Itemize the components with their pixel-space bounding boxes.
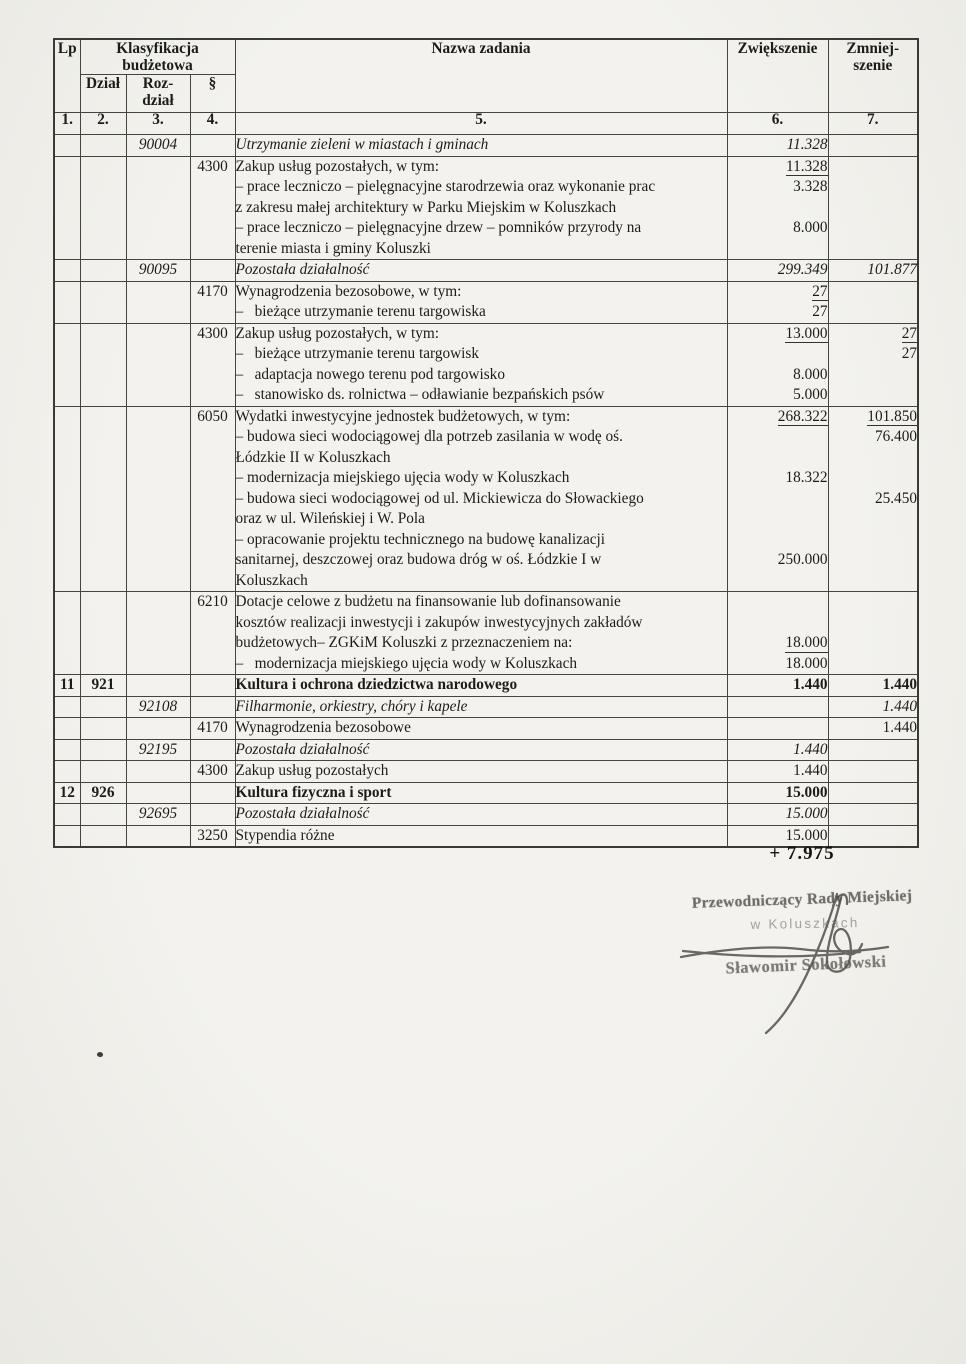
stamp-signer-name: Sławomir Sokołowski (725, 951, 887, 978)
header-increase: Zwiększenie (727, 39, 828, 113)
table-row-line (54, 156, 918, 177)
cell-lp (54, 825, 80, 847)
cell-rozdzial (126, 281, 190, 323)
table-row-line (54, 718, 918, 740)
table-row-line (54, 761, 918, 783)
amount-value: 8.000 (793, 365, 828, 383)
cell-task-name: – modernizacja miejskiego ujęcia wody w Koluszkach (235, 654, 727, 675)
cell-decrease-amount (828, 550, 918, 571)
cell-paragraf (190, 739, 235, 761)
cell-task-name: – bieżące utrzymanie terenu targowiska (235, 302, 727, 323)
amount-value: 15.000 (785, 805, 828, 822)
amount-value: 18.000 (785, 654, 828, 672)
table-row-line (54, 804, 918, 826)
col-num-7: 7. (828, 113, 918, 135)
cell-increase-amount (727, 448, 828, 469)
cell-decrease-amount (828, 633, 918, 654)
cell-paragraf (190, 675, 235, 697)
cell-task-name: Koluszkach (235, 571, 727, 592)
amount-value: 76.400 (874, 428, 918, 445)
header-dzial: Dział (80, 75, 126, 113)
cell-increase-amount (727, 696, 828, 718)
cell-increase-amount (727, 177, 828, 198)
stamp-location: w Koluszkach (750, 915, 860, 932)
cell-paragraf: 4300 (190, 323, 235, 406)
cell-task-name: z zakresu małej architektury w Parku Miejskim w Koluszkach (235, 198, 727, 219)
handwritten-signature (650, 878, 966, 1063)
cell-lp (54, 406, 80, 592)
cell-decrease-amount (828, 675, 918, 697)
cell-dzial (80, 323, 126, 406)
amount-value: 13.000 (785, 324, 828, 342)
cell-decrease-amount (828, 239, 918, 260)
amount-value: 11.328 (786, 136, 828, 153)
cell-lp (54, 696, 80, 718)
cell-decrease-amount (828, 804, 918, 826)
amount-value: 25.450 (874, 489, 918, 507)
cell-task-name: Kultura fizyczna i sport (235, 782, 727, 804)
amount-value: 27 (901, 324, 918, 342)
cell-dzial (80, 696, 126, 718)
cell-task-name: Zakup usług pozostałych (235, 761, 727, 783)
amount-value: 101.877 (867, 261, 918, 278)
cell-decrease-amount (828, 654, 918, 675)
header-rozdzial (126, 75, 190, 113)
cell-increase-amount (727, 156, 828, 177)
cell-rozdzial: 90095 (126, 260, 190, 282)
table-row-line (54, 281, 918, 302)
header-task-name: Nazwa zadania (235, 39, 727, 113)
cell-task-name: Zakup usług pozostałych, w tym: (235, 323, 727, 344)
amount-value: 27 (812, 303, 828, 320)
cell-dzial (80, 260, 126, 282)
cell-paragraf: 6050 (190, 406, 235, 592)
stamp-title: Przewodniczący Rady Miejskiej (691, 887, 913, 912)
cell-increase-amount (727, 218, 828, 239)
amount-value: 27 (812, 282, 828, 300)
amount-value: 1.440 (882, 719, 918, 736)
cell-increase-amount (727, 198, 828, 219)
cell-increase-amount (727, 761, 828, 783)
cell-decrease-amount (828, 344, 918, 365)
cell-rozdzial (126, 782, 190, 804)
cell-task-name: terenie miasta i gminy Koluszki (235, 239, 727, 260)
table-row-line (54, 323, 918, 344)
cell-lp: 12 (54, 782, 80, 804)
table-header (54, 39, 918, 135)
col-num-2: 2. (80, 113, 126, 135)
cell-paragraf: 4170 (190, 718, 235, 740)
cell-rozdzial (126, 592, 190, 675)
table-row-line (54, 782, 918, 804)
cell-lp (54, 718, 80, 740)
cell-increase-amount (727, 804, 828, 826)
header-decrease (828, 39, 918, 113)
cell-increase-amount (727, 427, 828, 448)
col-num-6: 6. (727, 113, 828, 135)
cell-task-name: Pozostała działalność (235, 260, 727, 282)
col-num-4: 4. (190, 113, 235, 135)
table-row-line (54, 592, 918, 613)
header-decrease-line2: szenie (853, 57, 893, 74)
cell-decrease-amount (828, 468, 918, 489)
cell-increase-amount (727, 550, 828, 571)
amount-value: 15.000 (785, 783, 828, 801)
cell-decrease-amount (828, 571, 918, 592)
table-row-line (54, 739, 918, 761)
cell-task-name: – budowa sieci wodociągowej od ul. Mickiewicza do Słowackiego (235, 489, 727, 510)
header-lp: Lp (54, 39, 80, 113)
cell-lp (54, 281, 80, 323)
cell-paragraf: 6210 (190, 592, 235, 675)
cell-task-name: Kultura i ochrona dziedzictwa narodowego (235, 675, 727, 697)
cell-dzial (80, 804, 126, 826)
cell-decrease-amount (828, 135, 918, 157)
cell-task-name: – modernizacja miejskiego ujęcia wody w Koluszkach (235, 468, 727, 489)
cell-task-name: – bieżące utrzymanie terenu targowisk (235, 344, 727, 365)
amount-value: 5.000 (793, 386, 828, 403)
cell-decrease-amount (828, 613, 918, 634)
cell-increase-amount (727, 782, 828, 804)
amount-value: 1.440 (793, 762, 828, 779)
cell-increase-amount (727, 530, 828, 551)
amount-value: 1.440 (882, 697, 918, 715)
amount-value: 1.440 (882, 676, 918, 693)
cell-decrease-amount (828, 530, 918, 551)
cell-increase-amount (727, 633, 828, 654)
cell-task-name: – opracowanie projektu technicznego na budowę kanalizacji (235, 530, 727, 551)
cell-paragraf: 3250 (190, 825, 235, 847)
cell-rozdzial: 92695 (126, 804, 190, 826)
cell-paragraf (190, 696, 235, 718)
amount-value: 268.322 (777, 407, 828, 425)
cell-increase-amount (727, 406, 828, 427)
cell-rozdzial: 90004 (126, 135, 190, 157)
cell-task-name: Zakup usług pozostałych, w tym: (235, 156, 727, 177)
amount-value: 18.000 (785, 634, 828, 651)
table-row-line (54, 406, 918, 427)
table-row-line (54, 260, 918, 282)
cell-decrease-amount (828, 739, 918, 761)
cell-increase-amount (727, 302, 828, 323)
cell-task-name: – prace leczniczo – pielęgnacyjne drzew – pomników przyrody na (235, 218, 727, 239)
cell-increase-amount (727, 571, 828, 592)
cell-task-name: budżetowych– ZGKiM Koluszki z przeznaczeniem na: (235, 633, 727, 654)
cell-dzial (80, 739, 126, 761)
cell-paragraf (190, 135, 235, 157)
cell-increase-amount (727, 654, 828, 675)
cell-dzial (80, 718, 126, 740)
cell-dzial (80, 156, 126, 260)
cell-dzial (80, 761, 126, 783)
cell-increase-amount (727, 365, 828, 386)
cell-decrease-amount (828, 448, 918, 469)
amount-value: 1.440 (793, 676, 828, 693)
cell-task-name: Wynagrodzenia bezosobowe (235, 718, 727, 740)
cell-lp (54, 761, 80, 783)
cell-rozdzial: 92195 (126, 739, 190, 761)
cell-lp: 11 (54, 675, 80, 697)
cell-paragraf: 4300 (190, 156, 235, 260)
cell-lp (54, 592, 80, 675)
col-num-1: 1. (54, 113, 80, 135)
cell-task-name: Wydatki inwestycyjne jednostek budżetowych, w tym: (235, 406, 727, 427)
cell-increase-amount (727, 468, 828, 489)
cell-decrease-amount (828, 323, 918, 344)
ink-speck (96, 1051, 103, 1058)
cell-increase-amount (727, 613, 828, 634)
table-body (54, 135, 918, 848)
cell-decrease-amount (828, 385, 918, 406)
cell-increase-amount (727, 718, 828, 740)
header-paragraf: § (190, 75, 235, 113)
amount-value: 8.000 (793, 219, 828, 236)
cell-rozdzial (126, 718, 190, 740)
cell-decrease-amount (828, 782, 918, 804)
cell-lp (54, 804, 80, 826)
cell-task-name: Stypendia różne (235, 825, 727, 847)
cell-task-name: Dotacje celowe z budżetu na finansowanie lub dofinansowanie (235, 592, 727, 613)
cell-task-name: – stanowisko ds. rolnictwa – odławianie bezpańskich psów (235, 385, 727, 406)
cell-increase-amount (727, 281, 828, 302)
amount-value: 11.328 (786, 157, 828, 175)
cell-decrease-amount (828, 218, 918, 239)
cell-task-name: Pozostała działalność (235, 804, 727, 826)
cell-decrease-amount (828, 260, 918, 282)
header-rozdzial-line2: dział (142, 92, 174, 109)
cell-increase-amount (727, 344, 828, 365)
cell-rozdzial (126, 825, 190, 847)
col-num-3: 3. (126, 113, 190, 135)
cell-rozdzial (126, 675, 190, 697)
cell-task-name: sanitarnej, deszczowej oraz budowa dróg w oś. Łódzkie I w (235, 550, 727, 571)
cell-task-name: oraz w ul. Wileńskiej i W. Pola (235, 509, 727, 530)
cell-decrease-amount (828, 761, 918, 783)
cell-task-name: kosztów realizacji inwestycji i zakupów inwestycyjnych zakładów (235, 613, 727, 634)
cell-lp (54, 156, 80, 260)
cell-increase-amount (727, 675, 828, 697)
cell-decrease-amount (828, 427, 918, 448)
cell-dzial (80, 281, 126, 323)
cell-decrease-amount (828, 718, 918, 740)
cell-dzial (80, 406, 126, 592)
table-row-line (54, 696, 918, 718)
amount-value: 15.000 (785, 826, 828, 844)
cell-increase-amount (727, 489, 828, 510)
budget-table (53, 38, 919, 848)
amount-value: 250.000 (777, 551, 828, 568)
cell-paragraf: 4170 (190, 281, 235, 323)
cell-increase-amount (727, 135, 828, 157)
cell-lp (54, 323, 80, 406)
cell-decrease-amount (828, 177, 918, 198)
cell-rozdzial (126, 761, 190, 783)
column-numbering-row (54, 113, 918, 135)
cell-decrease-amount (828, 489, 918, 510)
cell-increase-amount (727, 260, 828, 282)
cell-lp (54, 739, 80, 761)
cell-paragraf: 4300 (190, 761, 235, 783)
cell-task-name: Łódzkie II w Koluszkach (235, 448, 727, 469)
cell-increase-amount (727, 323, 828, 344)
amount-value: 18.322 (785, 469, 828, 486)
cell-decrease-amount (828, 406, 918, 427)
cell-task-name: – prace leczniczo – pielęgnacyjne starodrzewia oraz wykonanie prac (235, 177, 727, 198)
cell-decrease-amount (828, 156, 918, 177)
cell-dzial (80, 592, 126, 675)
cell-rozdzial (126, 323, 190, 406)
cell-increase-amount (727, 592, 828, 613)
cell-increase-amount (727, 739, 828, 761)
cell-task-name: – budowa sieci wodociągowej dla potrzeb zasilania w wodę oś. (235, 427, 727, 448)
cell-task-name: – adaptacja nowego terenu pod targowisko (235, 365, 727, 386)
cell-decrease-amount (828, 198, 918, 219)
table-row-line (54, 135, 918, 157)
cell-paragraf (190, 804, 235, 826)
cell-lp (54, 260, 80, 282)
cell-task-name: Utrzymanie zieleni w miastach i gminach (235, 135, 727, 157)
cell-lp (54, 135, 80, 157)
cell-dzial: 926 (80, 782, 126, 804)
cell-task-name: Wynagrodzenia bezosobowe, w tym: (235, 281, 727, 302)
cell-increase-amount (727, 239, 828, 260)
cell-rozdzial: 92108 (126, 696, 190, 718)
table-row-line (54, 675, 918, 697)
cell-task-name: Filharmonie, orkiestry, chóry i kapele (235, 696, 727, 718)
cell-decrease-amount (828, 592, 918, 613)
amount-value: 299.349 (777, 261, 828, 278)
total-annotation: + 7.975 (769, 843, 835, 864)
cell-dzial (80, 135, 126, 157)
header-rozdzial-line1: Roz- (142, 75, 174, 92)
cell-dzial: 921 (80, 675, 126, 697)
cell-paragraf (190, 260, 235, 282)
header-decrease-line1: Zmniej- (846, 40, 900, 57)
amount-value: 1.440 (793, 740, 828, 758)
cell-increase-amount (727, 385, 828, 406)
cell-decrease-amount (828, 365, 918, 386)
col-num-5: 5. (235, 113, 727, 135)
amount-value: 101.850 (867, 407, 918, 425)
cell-rozdzial (126, 406, 190, 592)
cell-rozdzial (126, 156, 190, 260)
cell-decrease-amount (828, 696, 918, 718)
cell-paragraf (190, 782, 235, 804)
amount-value: 3.328 (793, 178, 828, 195)
cell-decrease-amount (828, 302, 918, 323)
cell-dzial (80, 825, 126, 847)
cell-decrease-amount (828, 509, 918, 530)
cell-decrease-amount (828, 281, 918, 302)
header-klasyfikacja: Klasyfikacja budżetowa (80, 39, 235, 75)
cell-task-name: Pozostała działalność (235, 739, 727, 761)
cell-increase-amount (727, 509, 828, 530)
amount-value: 27 (901, 345, 918, 362)
